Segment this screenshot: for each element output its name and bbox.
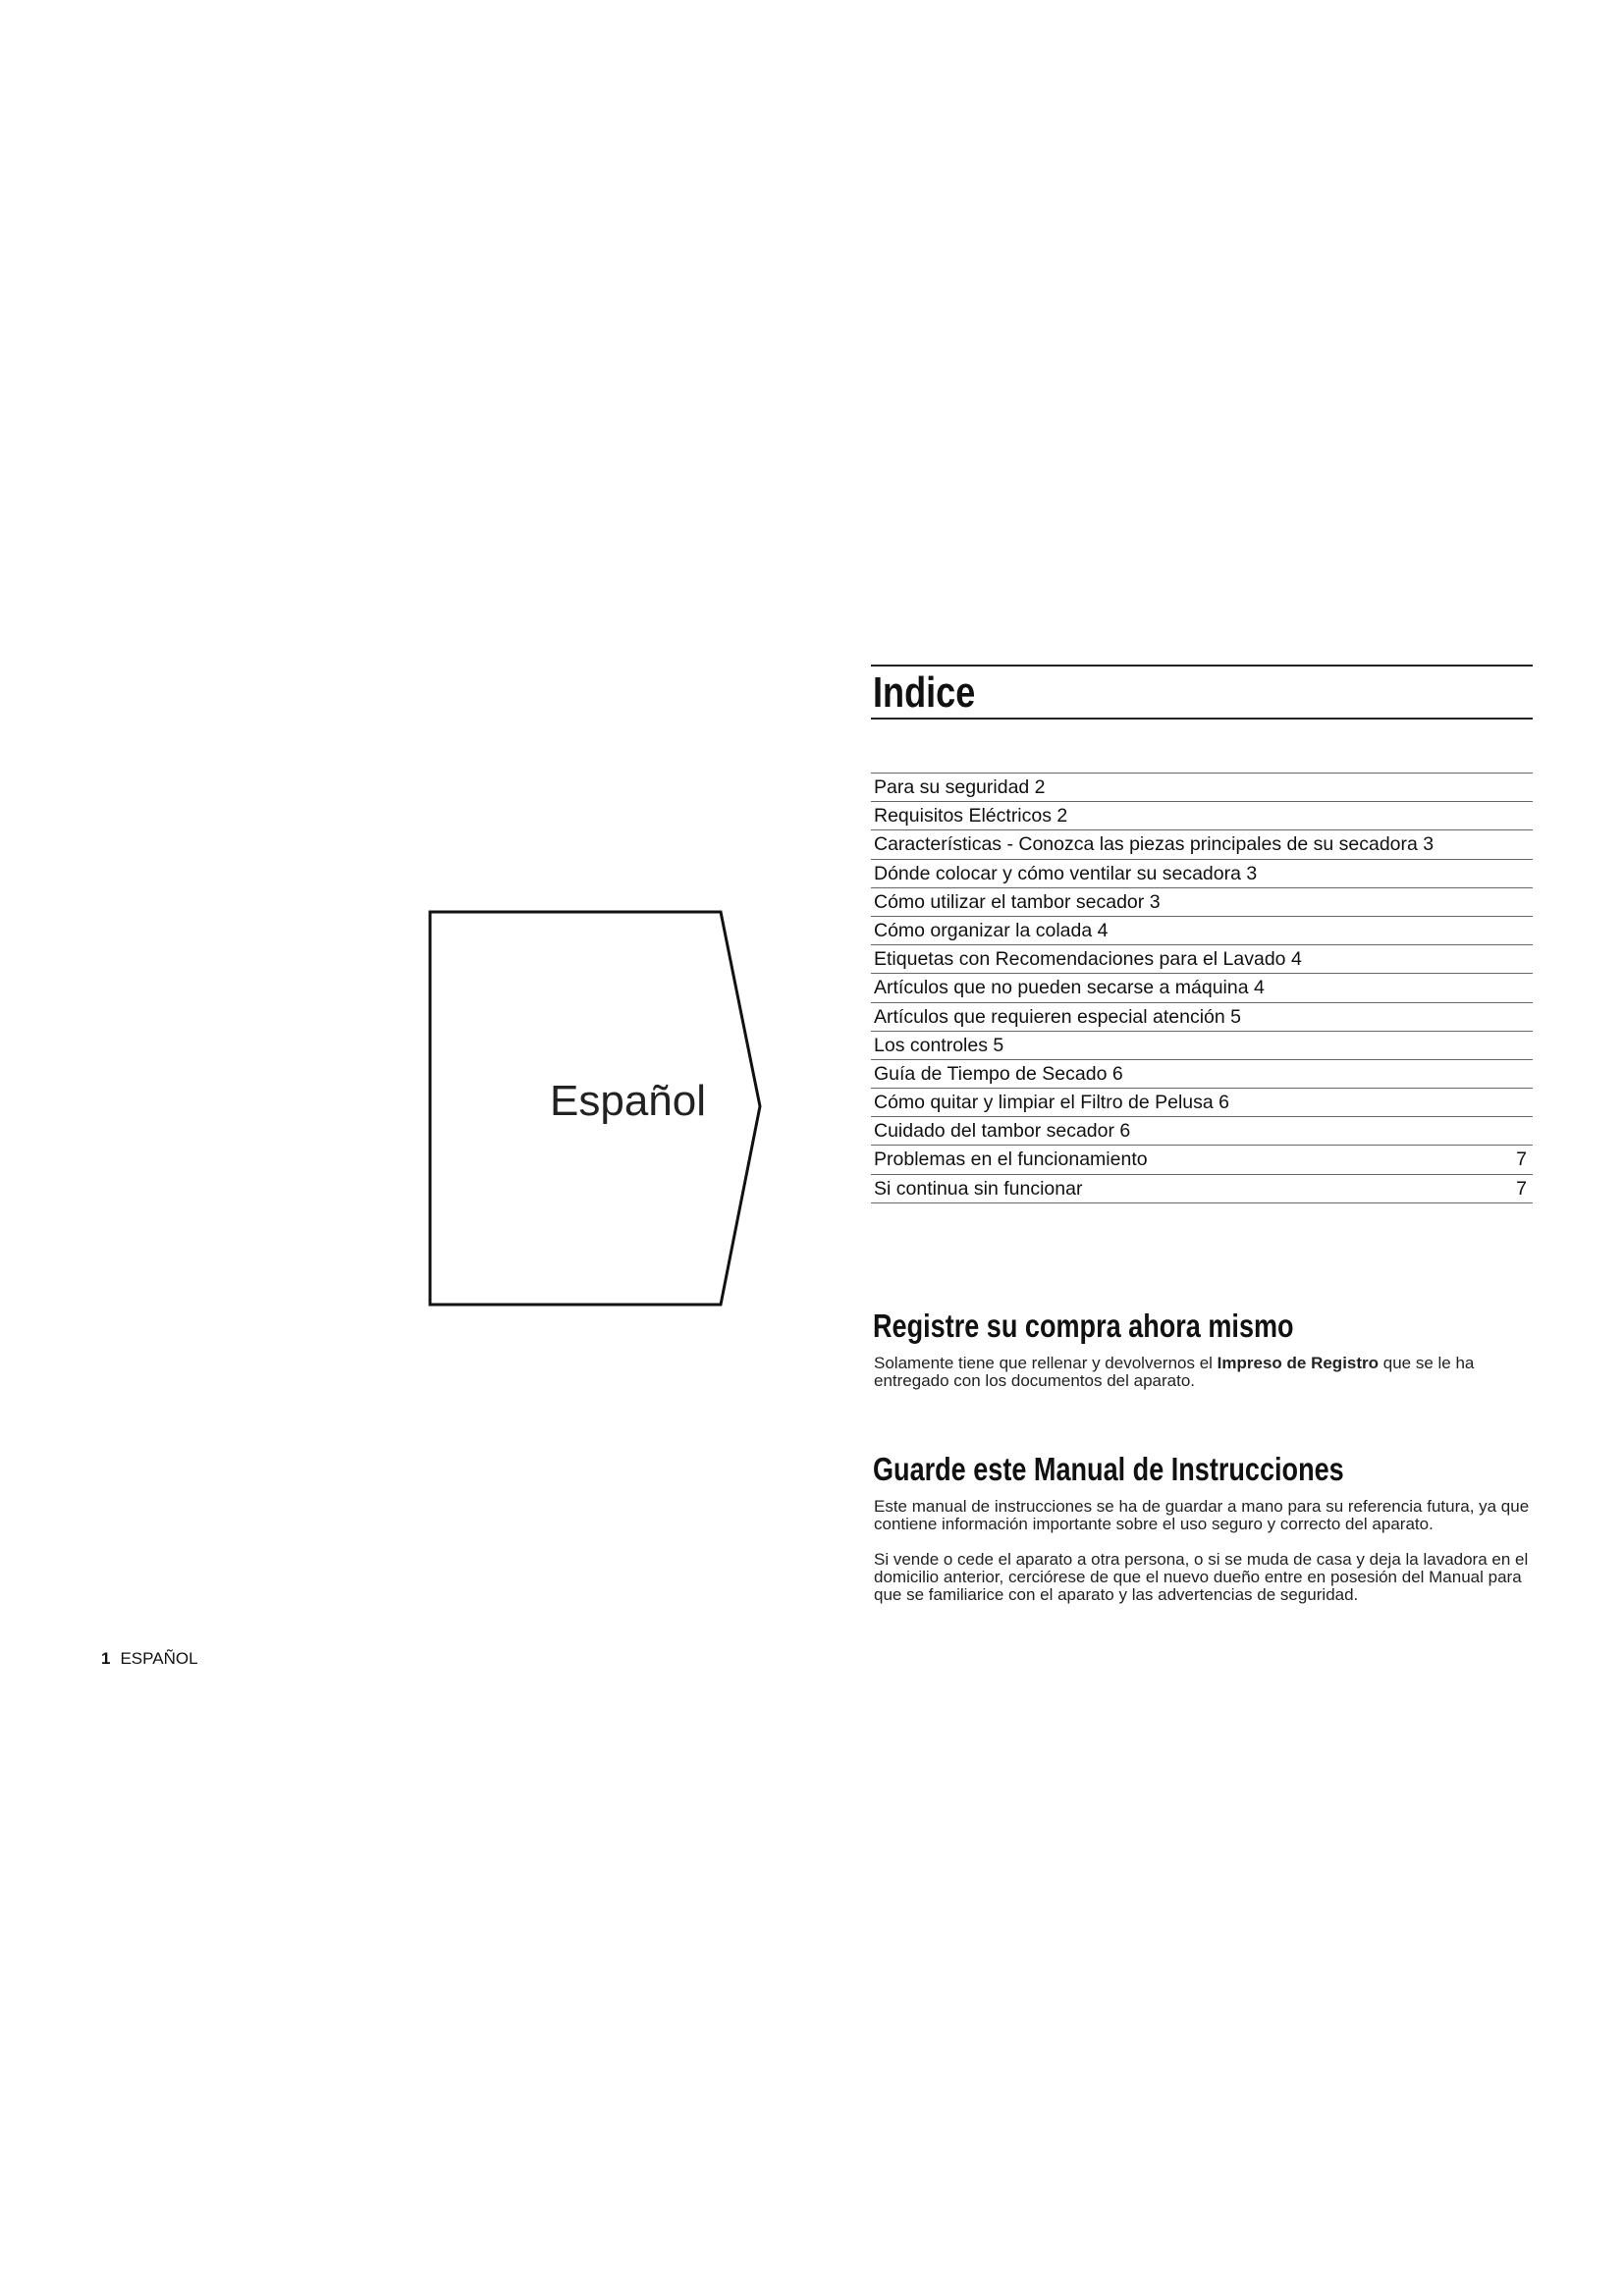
toc-item [871,860,1533,888]
language-tab-label: Español [550,1077,707,1125]
toc-item-page: 7 [1516,1148,1527,1171]
toc-item [871,1003,1533,1032]
toc-item [871,1117,1533,1146]
toc-item-page: 7 [1516,1177,1527,1200]
page-footer [101,1649,198,1669]
main-content [871,665,1533,1604]
toc-item [871,774,1533,802]
toc-item [871,1089,1533,1117]
toc-item-label: Etiquetas con Recomendaciones para el Lavado 4 [874,948,1302,971]
title-rule [871,718,1533,720]
toc-item [871,830,1533,859]
toc-item [871,1175,1533,1203]
toc-item [871,945,1533,974]
toc-item-label: Requisitos Eléctricos 2 [874,805,1068,828]
toc-item-label: Los controles 5 [874,1034,1004,1056]
manual-paragraph-1: Este manual de instrucciones se ha de guardar a mano para su referencia futura, ya que contiene información importante sobre el uso seguro y correcto del aparato. [874,1496,1530,1533]
footer-label: ESPAÑOL [120,1649,198,1668]
language-tab [428,910,764,1307]
index-title: Indice [873,668,976,717]
toc-item-label: Guía de Tiempo de Secado 6 [874,1062,1123,1085]
toc-item [871,974,1533,1002]
toc-item-label: Dónde colocar y cómo ventilar su secadora 3 [874,862,1258,884]
toc-item-label: Cómo quitar y limpiar el Filtro de Pelusa 6 [874,1092,1229,1114]
toc-item [871,1146,1533,1174]
top-rule [871,665,1533,667]
toc-item [871,917,1533,945]
register-paragraph [874,1355,1533,1390]
toc-item [871,888,1533,917]
register-title: Registre su compra ahora mismo [873,1307,1294,1344]
page-number: 1 [101,1649,111,1668]
toc-item-label: Artículos que requieren especial atención 5 [874,1005,1241,1028]
toc-item-label: Artículos que no pueden secarse a máquina 4 [874,977,1265,999]
toc-item-label: Para su seguridad 2 [874,776,1046,798]
toc-item-label: Cuidado del tambor secador 6 [874,1120,1131,1143]
register-text-before: Solamente tiene que rellenar y devolvernos el [874,1353,1218,1372]
register-text-bold: Impreso de Registro [1217,1353,1380,1372]
toc-item [871,802,1533,830]
toc-item-label: Características - Conozca las piezas principales de su secadora 3 [874,833,1435,856]
register-text-after: que se le ha entregado con los documentos del aparato. [874,1353,1475,1390]
toc-item-label: Cómo organizar la colada 4 [874,919,1109,941]
manual-title: Guarde este Manual de Instrucciones [873,1450,1344,1487]
toc-item [871,1032,1533,1060]
toc-item [871,1060,1533,1089]
toc-item-label: Problemas en el funcionamiento [874,1148,1148,1171]
toc-item-label: Cómo utilizar el tambor secador 3 [874,890,1161,913]
toc-item-label: Si continua sin funcionar [874,1177,1083,1200]
manual-paragraph-2: Si vende o cede el aparato a otra persona, o si se muda de casa y deja la lavadora en el domicilio anterior, cerciórese de que el nuevo dueño entre en posesión del Manual para que se familiarice con el aparato y las advertencias de seguridad. [874,1549,1529,1604]
table-of-contents [871,773,1533,1203]
